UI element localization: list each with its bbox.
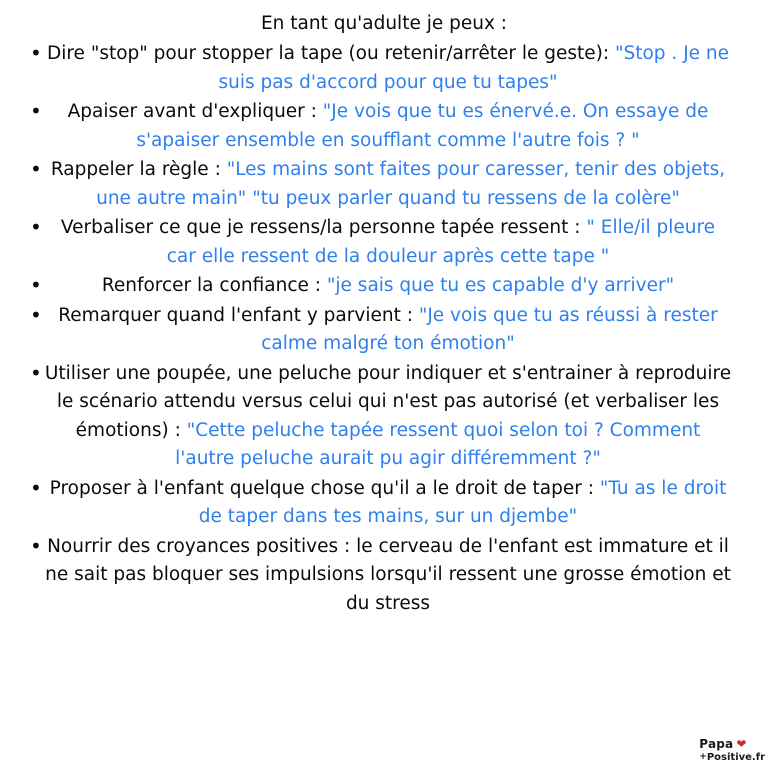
heart-icon: ❤ [736,737,747,751]
list-item [0,533,768,619]
item-lead: Proposer à l'enfant quelque chose qu'il a le droit de taper : [49,477,600,499]
plus-icon: + [699,752,707,762]
list-item [0,156,768,213]
item-lead: Nourrir des croyances positives : le cerveau de l'enfant est immature et il ne sait pas bloquer ses impulsions lorsqu'il ressent une grosse émotion et du stress [45,535,731,614]
logo-line2 [699,751,765,764]
bullet-icon: • [30,215,42,239]
item-lead: Renforcer la confiance : [101,275,327,296]
logo-line1 [699,738,765,750]
bullet-icon: • [30,157,42,181]
item-lead: Verbaliser ce que je ressens/la personne tapée ressent : [60,217,587,238]
bullet-icon: • [30,533,42,558]
bullet-icon: • [30,475,42,500]
page-title: En tant qu'adulte je peux : [260,13,508,34]
logo-text-papa: Papa [699,737,734,751]
bullet-icon: • [30,273,42,297]
item-quote: "Stop . Je ne suis pas d'accord pour que tu tapes" [218,43,730,93]
item-lead: Dire "stop" pour stopper la tape (ou retenir/arrêter le geste): [46,43,615,64]
item-lead: Utiliser une poupée, une peluche pour indiquer et s'entrainer à reproduire le scénario attendu versus celui qui n'est pas autorisé (et verbaliser les émotions) : [44,362,732,441]
item-lead: Remarquer quand l'enfant y parvient : [58,304,419,326]
item-quote: "Je vois que tu as réussi à rester calme malgré ton émotion" [261,304,718,354]
item-lead: Apaiser avant d'expliquer : [67,101,323,122]
item-quote: "Je vois que tu es énervé.e. On essaye de s'apaiser ensemble en soufflant comme l'autre fois ? " [136,101,709,151]
list-item [0,40,768,97]
list-item [0,272,768,301]
bullet-icon: • [30,99,42,123]
item-quote: " Elle/il pleure car elle ressent de la douleur après cette tape " [166,217,716,267]
list-item [0,475,768,532]
list-item [0,360,768,474]
item-quote: "je sais que tu es capable d'y arriver" [326,275,675,296]
list-item [0,214,768,271]
item-quote: "Les mains sont faites pour caresser, tenir des objets, une autre main" "tu peux parler quand tu ressens de la colère" [96,159,726,209]
advice-list [0,40,768,618]
bullet-icon: • [30,302,42,327]
list-item [0,302,768,359]
bullet-icon: • [30,360,42,385]
logo-text-positive: Positive.fr [706,752,765,763]
list-item [0,98,768,155]
item-lead: Rappeler la règle : [50,159,227,180]
papa-positive-logo [699,738,765,764]
bullet-icon: • [30,41,42,65]
item-quote: "Cette peluche tapée ressent quoi selon toi ? Comment l'autre peluche aurait pu agir différemment ?" [175,419,701,469]
item-quote: "Tu as le droit de taper dans tes mains, sur un djembe" [198,477,727,527]
